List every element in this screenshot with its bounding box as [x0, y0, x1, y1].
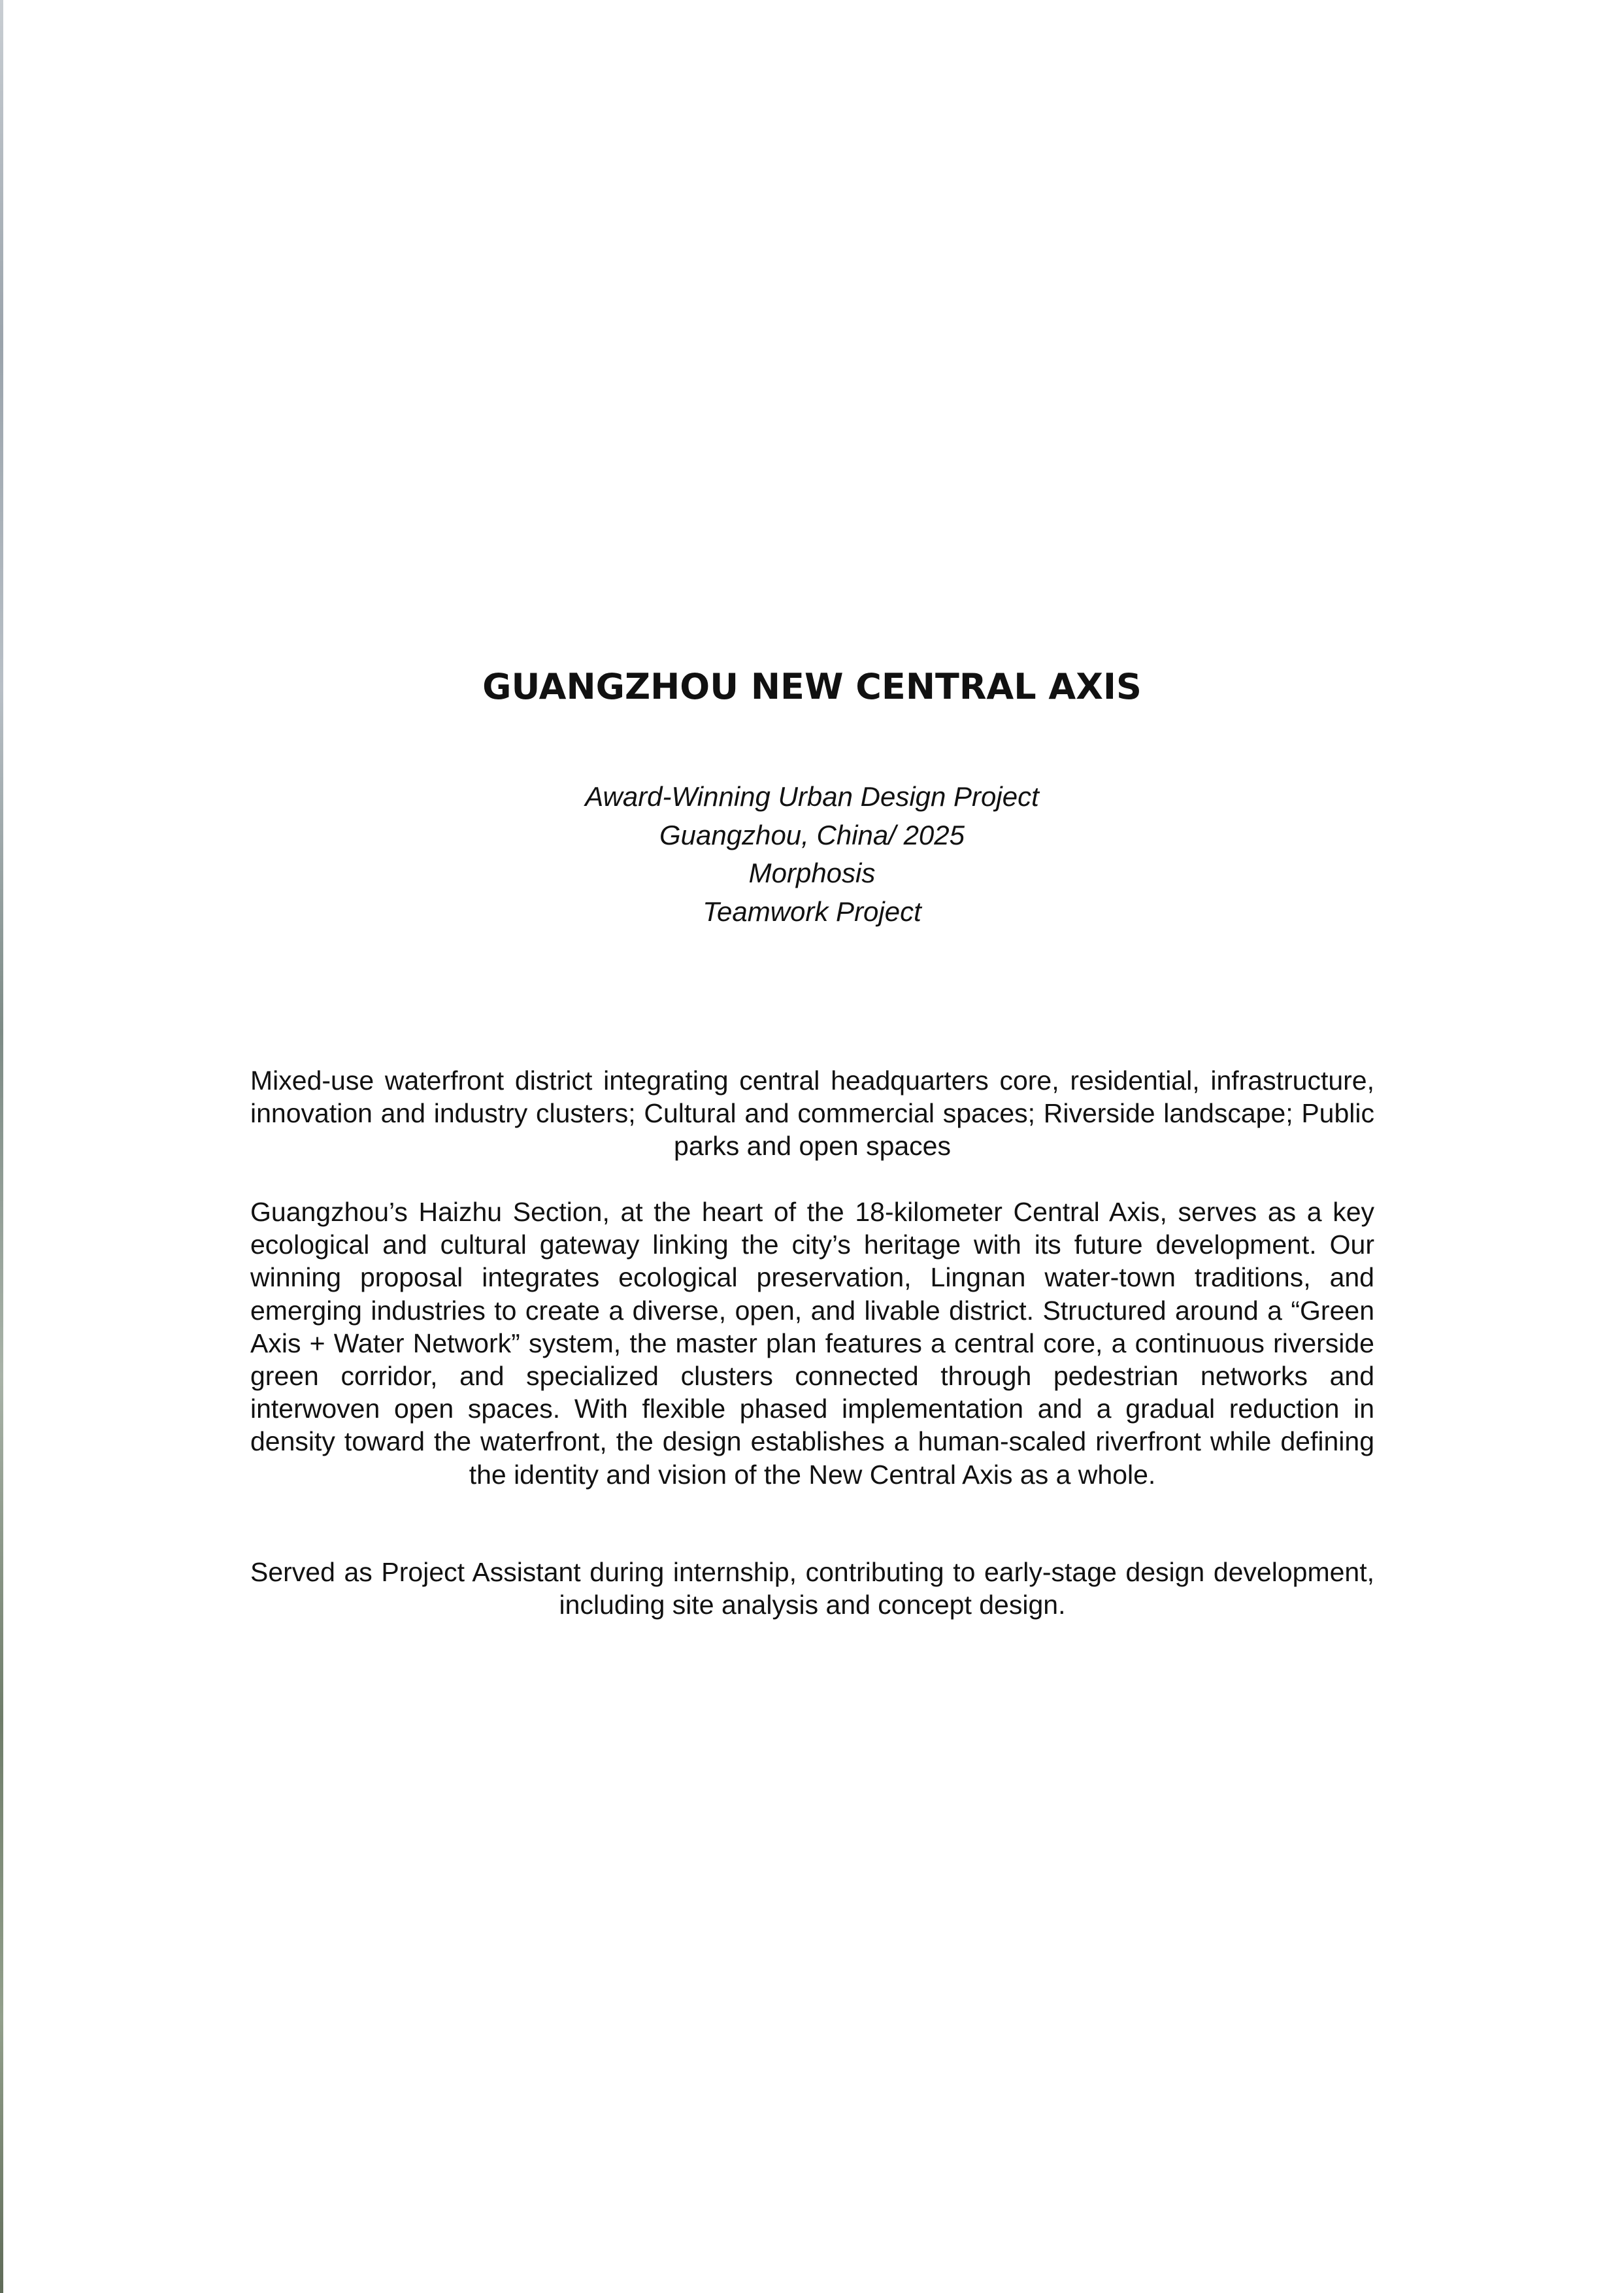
program-paragraph: Mixed-use waterfront district integrating central headquarters core, residential, infrastructure, innovation and industry clusters; Cultural and commercial spaces; Riverside landscape; Public parks and open spaces — [250, 1065, 1374, 1162]
role-paragraph: Served as Project Assistant during internship, contributing to early-stage design development, including site analysis and concept design. — [250, 1557, 1374, 1620]
left-edge-image-strip — [0, 0, 3, 2293]
description-paragraph: Guangzhou’s Haizhu Section, at the heart of the 18-kilometer Central Axis, serves as a key ecological and cultural gateway linking the city’s heritage with its future development. Our winning proposal integrates ecological preservation, Lingnan water-town traditions, and emerging industries to create a diverse, open, and livable district. Structured around a “Green Axis + Water Network” system, the master plan features a central core, a continuous riverside green corridor, and specialized clusters connected through pedestrian networks and interwoven open spaces. With flexible phased implementation and a gradual reduction in density toward the waterfront, the design establishes a human-scaled riverfront while defining the identity and vision of the New Central Axis as a whole. — [250, 1197, 1374, 1490]
project-meta — [0, 778, 1624, 931]
project-team-type: Teamwork Project — [703, 895, 921, 927]
project-firm: Morphosis — [748, 858, 876, 888]
project-type: Award-Winning Urban Design Project — [585, 781, 1039, 812]
page-title: GUANGZHOU NEW CENTRAL AXIS — [482, 666, 1142, 707]
project-location-year: Guangzhou, China/ 2025 — [659, 819, 965, 850]
